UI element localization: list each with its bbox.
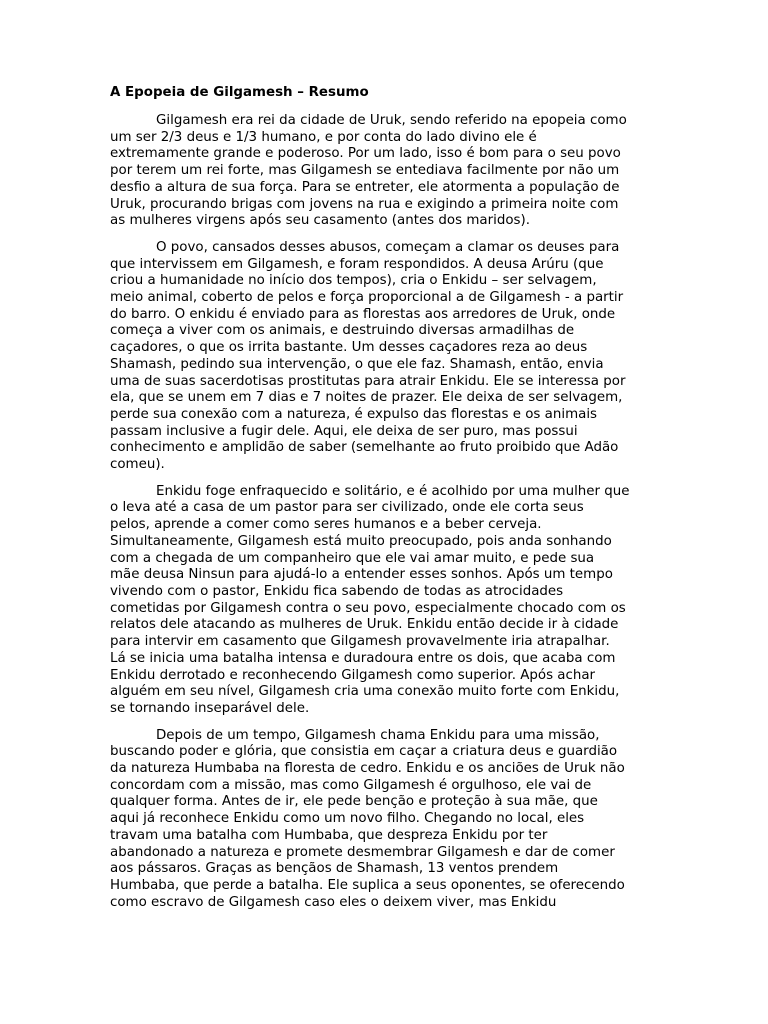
paragraph-line: alguém em seu nível, Gilgamesh cria uma conexão muito forte com Enkidu, — [110, 684, 620, 700]
paragraph-line: Enkidu foge enfraquecido e solitário, e é acolhido por uma mulher que — [156, 483, 630, 499]
paragraph-line: mãe deusa Ninsun para ajudá-lo a entender esses sonhos. Após um tempo — [110, 567, 613, 583]
paragraph-line: Enkidu derrotado e reconhecendo Gilgamesh como superior. Após achar — [110, 667, 596, 683]
paragraph — [110, 484, 658, 718]
paragraph-line: aos pássaros. Graças as bençãos de Shamash, 13 ventos prendem — [110, 861, 559, 877]
paragraph — [110, 240, 658, 474]
paragraph-line: por terem um rei forte, mas Gilgamesh se entediava facilmente por não um — [110, 163, 620, 179]
paragraph-line: caçadores, o que os irrita bastante. Um desses caçadores reza ao deus — [110, 340, 588, 356]
paragraph-line: Humbaba, que perde a batalha. Ele suplica a seus oponentes, se oferecendo — [110, 877, 625, 893]
paragraph-line: da natureza Humbaba na floresta de cedro. Enkidu e os anciões de Uruk não — [110, 761, 625, 777]
paragraph-line: vivendo com o pastor, Enkidu fica sabendo de todas as atrocidades — [110, 583, 564, 599]
paragraph-line: o leva até a casa de um pastor para ser civilizado, onde ele corta seus — [110, 500, 584, 516]
paragraph-line: criou a humanidade no início dos tempos), cria o Enkidu – ser selvagem, — [110, 273, 597, 289]
document-title: A Epopeia de Gilgamesh – Resumo — [110, 85, 369, 100]
paragraph-line: comeu). — [110, 457, 165, 473]
paragraph-line: começa a viver com os animais, e destruindo diversas armadilhas de — [110, 323, 575, 339]
paragraph-line: meio animal, coberto de pelos e força proporcional a de Gilgamesh - a partir — [110, 290, 624, 306]
paragraph-line: pelos, aprende a comer como seres humanos e a beber cerveja. — [110, 517, 542, 533]
paragraph-line: conhecimento e amplidão de saber (semelhante ao fruto proibido que Adão — [110, 440, 619, 456]
paragraph-line: do barro. O enkidu é enviado para as florestas aos arredores de Uruk, onde — [110, 306, 616, 322]
paragraph-line: perde sua conexão com a natureza, é expulso das florestas e os animais — [110, 406, 598, 422]
paragraph-line: para intervir em casamento que Gilgamesh provavelmente iria atrapalhar. — [110, 634, 610, 650]
paragraph-line: uma de suas sacerdotisas prostitutas para atrair Enkidu. Ele se interessa por — [110, 373, 626, 389]
paragraph-line: cometidas por Gilgamesh contra o seu povo, especialmente chocado com os — [110, 600, 626, 616]
document-body — [110, 113, 658, 911]
paragraph — [110, 728, 658, 912]
paragraph-line: um ser 2/3 deus e 1/3 humano, e por conta do lado divino ele é — [110, 129, 537, 145]
paragraph-line: relatos dele atacando as mulheres de Uruk. Enkidu então decide ir à cidade — [110, 617, 619, 633]
paragraph-line: aqui já reconhece Enkidu como um novo filho. Chegando no local, eles — [110, 811, 585, 827]
paragraph-line: desfio a altura de sua força. Para se entreter, ele atormenta a população de — [110, 179, 620, 195]
paragraph-line: que intervissem em Gilgamesh, e foram respondidos. A deusa Arúru (que — [110, 256, 604, 272]
paragraph-line: extremamente grande e poderoso. Por um lado, isso é bom para o seu povo — [110, 146, 621, 162]
paragraph-line: como escravo de Gilgamesh caso eles o deixem viver, mas Enkidu — [110, 894, 557, 910]
paragraph-line: O povo, cansados desses abusos, começam a clamar os deuses para — [156, 239, 620, 255]
paragraph-line: Gilgamesh era rei da cidade de Uruk, sendo referido na epopeia como — [156, 113, 627, 128]
paragraph-line: Depois de um tempo, Gilgamesh chama Enkidu para uma missão, — [156, 727, 600, 743]
paragraph-line: abandonado a natureza e promete desmembrar Gilgamesh e dar de comer — [110, 844, 615, 860]
paragraph-line: Lá se inicia uma batalha intensa e duradoura entre os dois, que acaba com — [110, 650, 616, 666]
paragraph-line: passam inclusive a fugir dele. Aqui, ele deixa de ser puro, mas possui — [110, 423, 578, 439]
paragraph-line: ela, que se unem em 7 dias e 7 noites de prazer. Ele deixa de ser selvagem, — [110, 390, 623, 406]
paragraph-line: travam uma batalha com Humbaba, que despreza Enkidu por ter — [110, 827, 548, 843]
document-page — [110, 84, 658, 921]
paragraph-line: as mulheres virgens após seu casamento (antes dos maridos). — [110, 213, 530, 229]
paragraph-line: Shamash, pedindo sua intervenção, o que ele faz. Shamash, então, envia — [110, 356, 604, 372]
paragraph-line: qualquer forma. Antes de ir, ele pede benção e proteção à sua mãe, que — [110, 794, 598, 810]
paragraph — [110, 113, 658, 230]
paragraph-line: Uruk, procurando brigas com jovens na rua e exigindo a primeira noite com — [110, 196, 619, 212]
paragraph-line: Simultaneamente, Gilgamesh está muito preocupado, pois anda sonhando — [110, 533, 612, 549]
paragraph-line: com a chegada de um companheiro que ele vai amar muito, e pede sua — [110, 550, 595, 566]
paragraph-line: concordam com a missão, mas como Gilgamesh é orgulhoso, ele vai de — [110, 777, 592, 793]
paragraph-line: se tornando inseparável dele. — [110, 700, 310, 716]
paragraph-line: buscando poder e glória, que consistia em caçar a criatura deus e guardião — [110, 744, 618, 760]
